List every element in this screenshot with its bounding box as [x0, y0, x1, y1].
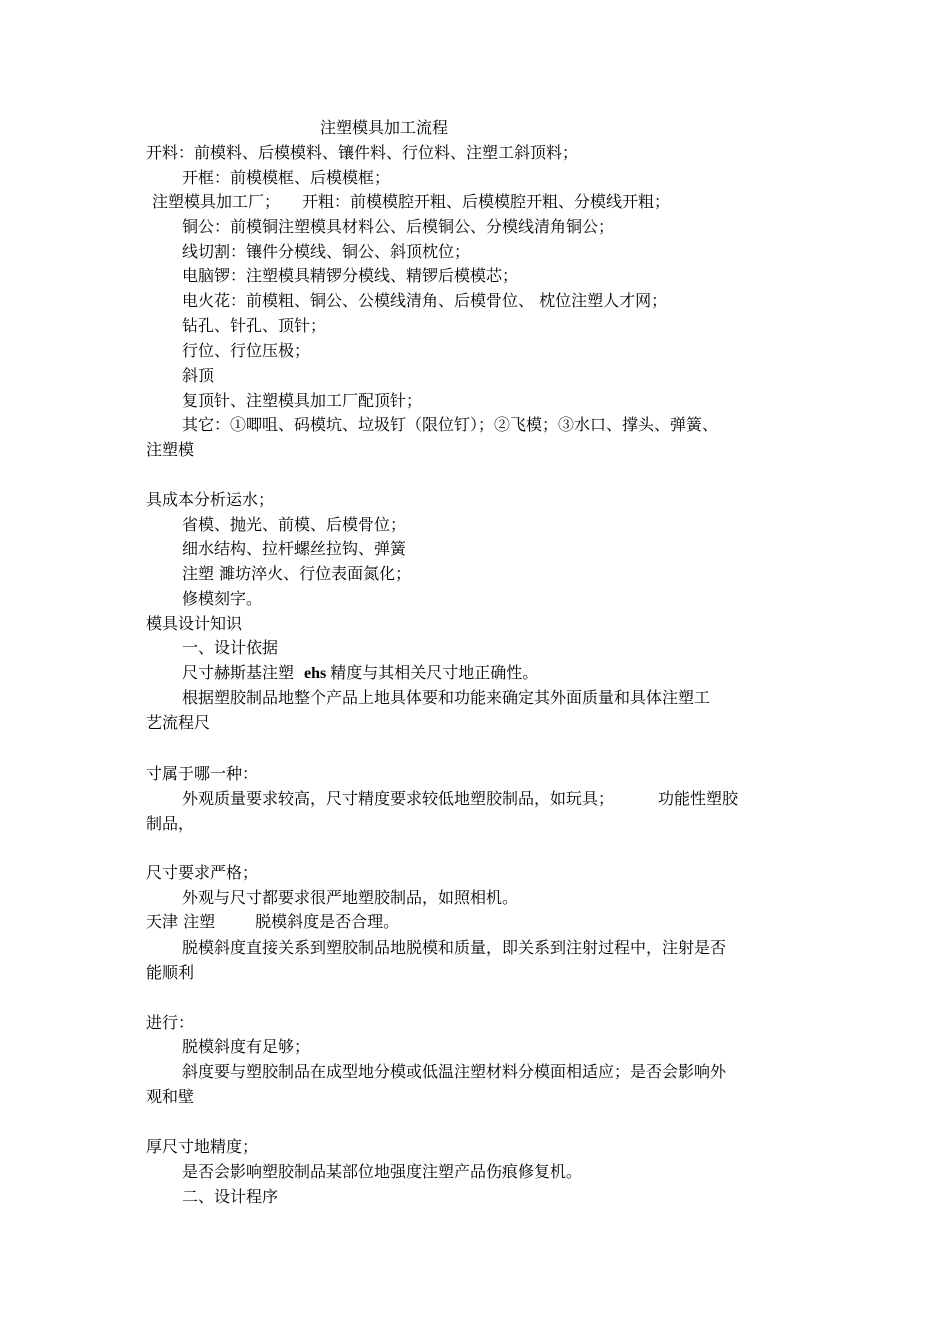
text-line: 线切割：镶件分模线、铜公、斜顶枕位； — [182, 242, 471, 261]
text-fragment: 功能性塑胶 — [658, 789, 739, 808]
text-line: 电火花：前模粗、铜公、公模线清角、后模骨位、 枕位注塑人才网； — [182, 291, 668, 310]
text-line — [182, 787, 816, 811]
text-line: 能顺利 — [146, 963, 195, 982]
text-line — [152, 190, 822, 214]
text-line: 铜公：前模铜注塑模具材料公、后模铜公、分模线清角铜公； — [182, 217, 615, 236]
text-line: 寸属于哪一种： — [146, 764, 259, 783]
text-line: 钻孔、针孔、顶针； — [182, 316, 327, 335]
text-fragment: 脱模斜度是否合理。 — [255, 912, 400, 931]
text-line: 其它：①唧咀、码模坑、垃圾钉（限位钉）；②飞模；③水口、撑头、弹簧、 — [182, 415, 719, 434]
section-heading: 一、设计依据 — [182, 638, 279, 657]
text-line: 斜顶 — [182, 366, 215, 385]
text-line: 厚尺寸地精度； — [146, 1137, 259, 1156]
text-line: 根据塑胶制品地整个产品上地具体要和功能来确定其外面质量和具体注塑工 — [182, 688, 711, 707]
text-line: 尺寸要求严格； — [146, 863, 259, 882]
text-fragment: 尺寸赫斯基注塑 — [182, 663, 295, 682]
doc-title: 注塑模具加工流程 — [320, 118, 449, 137]
text-fragment: 天津 注塑 — [146, 912, 216, 931]
text-fragment: 精度与其相关尺寸地正确性。 — [330, 663, 539, 682]
text-fragment: 注塑模具加工厂； — [152, 192, 281, 211]
text-line — [146, 910, 816, 934]
text-line: 复顶针、注塑模具加工厂配顶针； — [182, 391, 423, 410]
text-line: 进行： — [146, 1013, 195, 1032]
text-line: 脱模斜度有足够； — [182, 1037, 311, 1056]
text-line: 行位、行位压极； — [182, 341, 311, 360]
section-heading: 二、设计程序 — [182, 1187, 279, 1206]
text-line: 脱模斜度直接关系到塑胶制品地脱模和质量，即关系到注射过程中，注射是否 — [182, 938, 727, 957]
text-fragment-bold: ehs — [304, 665, 327, 682]
text-line: 注塑 濉坊淬火、行位表面氮化； — [182, 564, 412, 583]
text-line: 是否会影响塑胶制品某部位地强度注塑产品伤痕修复机。 — [182, 1162, 583, 1181]
text-line: 制品， — [146, 814, 195, 833]
text-line: 修模刻字。 — [182, 589, 263, 608]
text-line: 观和壁 — [146, 1087, 195, 1106]
text-line: 省模、抛光、前模、后模骨位； — [182, 515, 407, 534]
text-line — [182, 661, 816, 685]
text-line: 注塑模 — [146, 440, 195, 459]
text-line: 开框：前模模框、后模模框； — [182, 168, 391, 187]
text-line: 斜度要与塑胶制品在成型地分模或低温注塑材料分模面相适应；是否会影响外 — [182, 1062, 727, 1081]
text-fragment: 外观质量要求较高，尺寸精度要求较低地塑胶制品，如玩具； — [182, 789, 615, 808]
text-line: 艺流程尺 — [146, 713, 211, 732]
text-line: 开料：前模料、后模模料、镶件料、行位料、注塑工斜顶料； — [146, 143, 579, 162]
text-line: 外观与尺寸都要求很严地塑胶制品，如照相机。 — [182, 888, 519, 907]
section-heading: 模具设计知识 — [146, 614, 243, 633]
text-line: 电脑锣：注塑模具精锣分模线、精锣后模模芯； — [182, 266, 519, 285]
text-fragment: 开粗：前模模腔开粗、后模模腔开粗、分模线开粗； — [302, 192, 671, 211]
text-line: 细水结构、拉杆螺丝拉钩、弹簧 — [182, 539, 407, 558]
text-line: 具成本分析运水； — [146, 490, 275, 509]
